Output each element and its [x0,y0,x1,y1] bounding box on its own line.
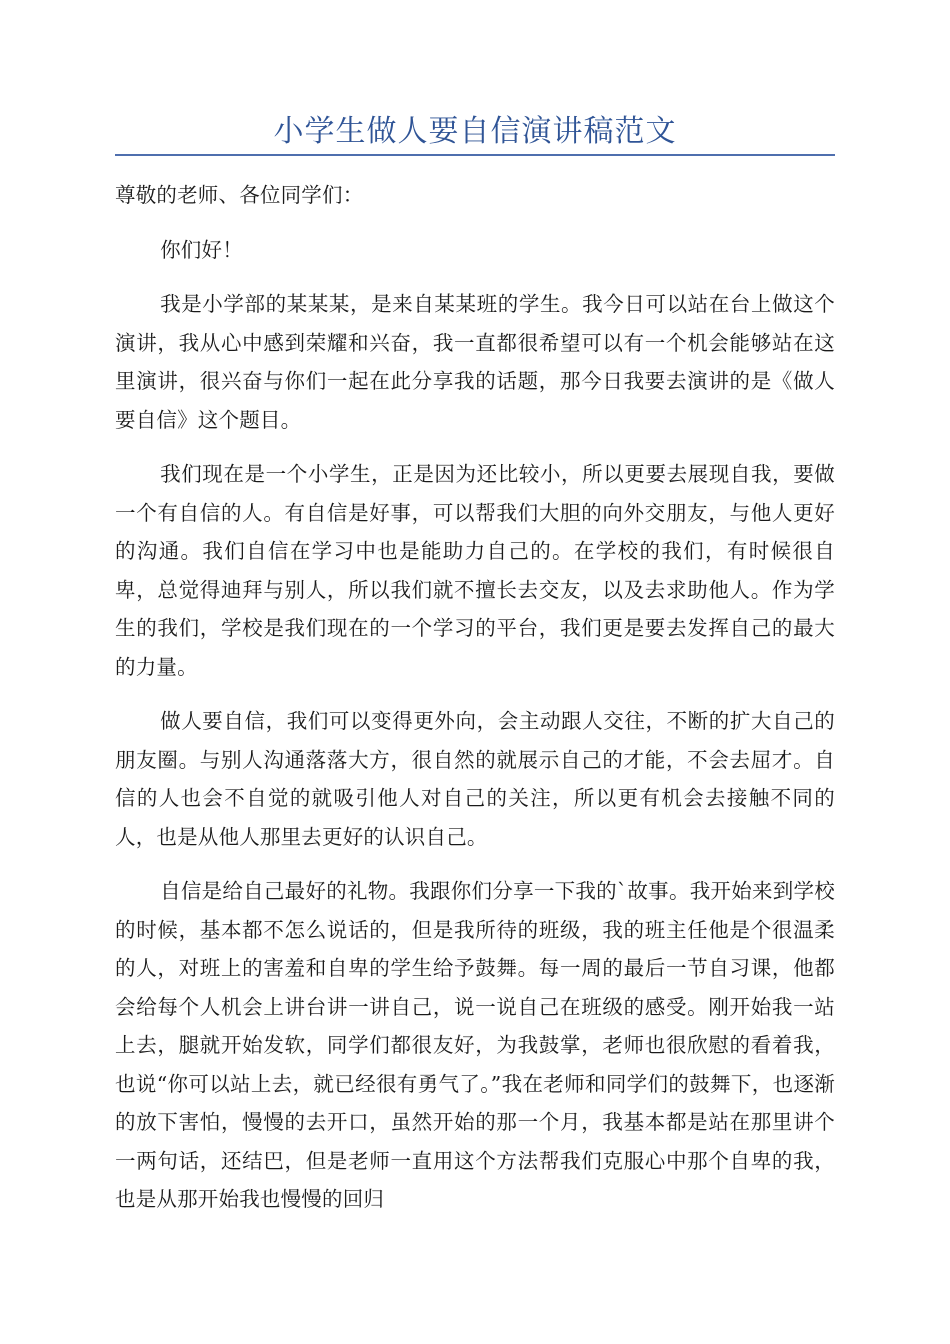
salutation: 尊敬的老师、各位同学们： [115,183,364,207]
document-title: 小学生做人要自信演讲稿范文 [273,114,677,149]
document-body [115,176,835,1235]
paragraph-3: 做人要自信，我们可以变得更外向，会主动跟人交往，不断的扩大自己的朋友圈。与别人沟通落落大方，很自然的就展示自己的才能，不会去屈才。自信的人也会不自觉的就吸引他人对自己的关注，所以更有机会去接触不同的人，也是从他人那里去更好的认识自己。 [115,709,835,849]
title-underline [115,154,835,156]
greeting: 你们好！ [160,237,243,262]
paragraph-1: 我是小学部的某某某，是来自某某班的学生。我今日可以站在台上做这个演讲，我从心中感到荣耀和兴奋，我一直都很希望可以有一个机会能够站在这里演讲，很兴奋与你们一起在此分享我的话题，那今日我要去演讲的是《做人要自信》这个题目。 [115,292,835,432]
paragraph-2: 我们现在是一个小学生，正是因为还比较小，所以更要去展现自我，要做一个有自信的人。有自信是好事，可以帮我们大胆的向外交朋友，与他人更好的沟通。我们自信在学习中也是能助力自己的。在学校的我们，有时候很自卑，总觉得迪拜与别人，所以我们就不擅长去交友，以及去求助他人。作为学生的我们，学校是我们现在的一个学习的平台，我们更是要去发挥自己的最大的力量。 [115,462,835,679]
paragraph-4: 自信是给自己最好的礼物。我跟你们分享一下我的`故事。我开始来到学校的时候，基本都不怎么说话的，但是我所待的班级，我的班主任他是个很温柔的人，对班上的害羞和自卑的学生给予鼓舞。每一周的最后一节自习课，他都会给每个人机会上讲台讲一讲自己，说一说自己在班级的感受。刚开始我一站上去，腿就开始发软，同学们都很友好，为我鼓掌，老师也很欣慰的看着我，也说“你可以站上去，就已经很有勇气了。”我在老师和同学们的鼓舞下，也逐渐的放下害怕，慢慢的去开口，虽然开始的那一个月，我基本都是站在那里讲个一两句话，还结巴，但是老师一直用这个方法帮我们克服心中那个自卑的我，也是从那开始我也慢慢的回归 [115,879,835,1211]
